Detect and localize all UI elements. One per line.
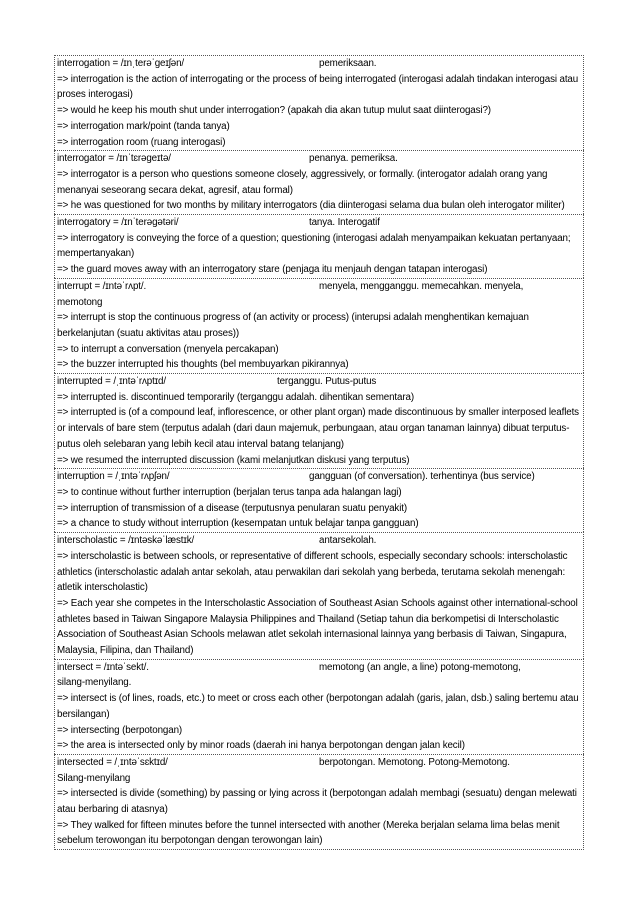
entry-example: => he was questioned for two months by military interrogators (dia diinterogasi selama dua bulan oleh interogator militer) — [57, 200, 565, 212]
dictionary-entry — [54, 278, 584, 373]
entry-headword: intersect = /ɪntəˈsekt/. — [57, 661, 149, 673]
entry-example: => interscholastic is between schools, or representative of different schools, especially secondary schools: interscholastic athletics (interscholastic adalah antar sekolah, atau perwakilan dari sekolah yang berbeda, terutama sekolah menengah: atletik interscholastic) — [57, 550, 568, 594]
entry-example: => interruption of transmission of a disease (terputusnya penularan suatu penyakit) — [57, 502, 408, 514]
entry-example: => the buzzer interrupted his thoughts (bel membuyarkan pikirannya) — [57, 359, 349, 371]
entry-meaning: gangguan (of conversation). terhentinya (bus service) — [309, 471, 535, 483]
entry-example: => interrogation room (ruang interogasi) — [57, 136, 226, 148]
entry-meaning: tanya. Interogatif — [309, 217, 380, 229]
entry-example: => intersecting (berpotongan) — [57, 724, 183, 736]
entry-meaning-continued: memotong — [57, 296, 103, 308]
entry-example: => interrupted is. discontinued temporarily (terganggu adalah. dihentikan sementara) — [57, 391, 414, 403]
dictionary-entry — [54, 55, 584, 150]
entry-example: => the area is intersected only by minor roads (daerah ini hanya berpotongan dengan jalan kecil) — [57, 740, 465, 752]
entry-headword: interscholastic = /ɪntəskəˈlæstɪk/ — [57, 535, 195, 547]
entry-headword-line — [57, 279, 581, 295]
entry-example: => They walked for fifteen minutes before the tunnel intersected with another (Mereka berjalan selama lima belas menit sebelum terowongan itu berpotongan dengan terowongan lain) — [57, 819, 560, 847]
entry-example: => intersected is divide (something) by passing or lying across it (berpotongan adalah membagi (sesuatu) dengan melewati atau berbaring di atasnya) — [57, 788, 577, 816]
entry-meaning: berpotongan. Memotong. Potong-Memotong. — [319, 756, 510, 768]
entry-headword: interrupt = /ɪntəˈrʌpt/. — [57, 280, 147, 292]
entry-headword-line — [57, 755, 581, 771]
dictionary-entry — [54, 214, 584, 278]
entry-headword: interrupted = /ˌɪntəˈrʌptɪd/ — [57, 376, 166, 388]
entry-example: => to interrupt a conversation (menyela percakapan) — [57, 343, 279, 355]
entry-example: => interrogation is the action of interrogating or the process of being interrogated (interogasi adalah tindakan interogasi atau proses interogasi) — [57, 73, 579, 101]
entry-meaning: menyela, mengganggu. memecahkan. menyela, — [319, 280, 524, 292]
entry-headword: interrogator = /ɪnˈtɛrəɡeɪtə/ — [57, 153, 171, 165]
entry-headword-line — [57, 469, 581, 485]
entry-meaning-continued: Silang-menyilang — [57, 772, 131, 784]
entry-headword: intersected = /ˌɪntəˈsɛktɪd/ — [57, 756, 168, 768]
entry-meaning: pemeriksaan. — [319, 58, 377, 69]
entry-example: => interrogatory is conveying the force of a question; questioning (interogasi adalah menyampaikan kekuatan pertanyaan; mempertanyakan) — [57, 232, 571, 260]
entry-headword-line — [57, 56, 581, 72]
entry-example: => interrupted is (of a compound leaf, inflorescence, or other plant organ) made discontinuous by smaller interposed leaflets or intervals of bare stem (terputus adalah (dari daun majemuk, perbungaan, atau organ tanaman lainnya) dibuat terputus-putus oleh selebaran yang lebih kecil atau interval batang telanjang) — [57, 407, 579, 450]
dictionary-entry — [54, 659, 584, 754]
entry-headword: interrogation = /ɪnˌterəˈɡeɪʃən/ — [57, 58, 185, 69]
entry-example: => Each year she competes in the Interscholastic Association of Southeast Asian Schools against other international-school athletes based in Taiwan Singapore Malaysia Philippines and Thailand (Setiap tahun dia berkompetisi di Interscholastic Association of Southeast Asian Schools melawan atlet sekolah internasional lainnya yang berbasis di Taiwan, Singapura, Malaysia, Filipina, dan Thailand) — [57, 597, 578, 657]
entry-example: => to continue without further interruption (berjalan terus tanpa ada halangan lagi) — [57, 486, 402, 498]
entry-headword: interruption = /ˌɪntəˈrʌpʃən/ — [57, 471, 170, 483]
entry-example: => intersect is (of lines, roads, etc.) to meet or cross each other (berpotongan adalah (garis, jalan, dsb.) saling bertemu atau bersilangan) — [57, 693, 579, 720]
entry-example: => interrogator is a person who questions someone closely, aggressively, or formally. (interogator adalah orang yang menanyai seseorang secara dekat, agresif, atau formal) — [57, 168, 548, 196]
dictionary-entry — [54, 150, 584, 214]
entry-example: => interrupt is stop the continuous progress of (an activity or process) (interupsi adalah menghentikan kemajuan berkelanjutan (suatu aktivitas atau proses)) — [57, 312, 529, 339]
dictionary-document — [54, 55, 584, 850]
entry-headword-line — [57, 374, 581, 390]
entry-meaning: antarsekolah. — [319, 535, 377, 547]
entry-meaning: memotong (an angle, a line) potong-memotong, — [319, 661, 521, 673]
entry-example: => would he keep his mouth shut under interrogation? (apakah dia akan tutup mulut saat diinterogasi?) — [57, 105, 491, 117]
dictionary-entry — [54, 468, 584, 532]
entry-headword-line — [57, 151, 581, 167]
entry-headword-line — [57, 660, 581, 676]
dictionary-entry — [54, 754, 584, 850]
entry-example: => a chance to study without interruption (kesempatan untuk belajar tanpa gangguan) — [57, 518, 419, 530]
entry-meaning: terganggu. Putus-putus — [277, 376, 377, 388]
dictionary-entry — [54, 373, 584, 468]
dictionary-entry — [54, 532, 584, 659]
entry-example: => interrogation mark/point (tanda tanya) — [57, 120, 230, 132]
entry-meaning-continued: silang-menyilang. — [57, 677, 132, 689]
entry-example: => we resumed the interrupted discussion (kami melanjutkan diskusi yang terputus) — [57, 454, 410, 466]
entry-meaning: penanya. pemeriksa. — [309, 153, 398, 165]
entry-headword-line — [57, 215, 581, 231]
entry-example: => the guard moves away with an interrogatory stare (penjaga itu menjauh dengan tatapan interogasi) — [57, 264, 488, 276]
entry-headword: interrogatory = /ɪnˈterəɡətəri/ — [57, 217, 179, 229]
entry-headword-line — [57, 533, 581, 549]
